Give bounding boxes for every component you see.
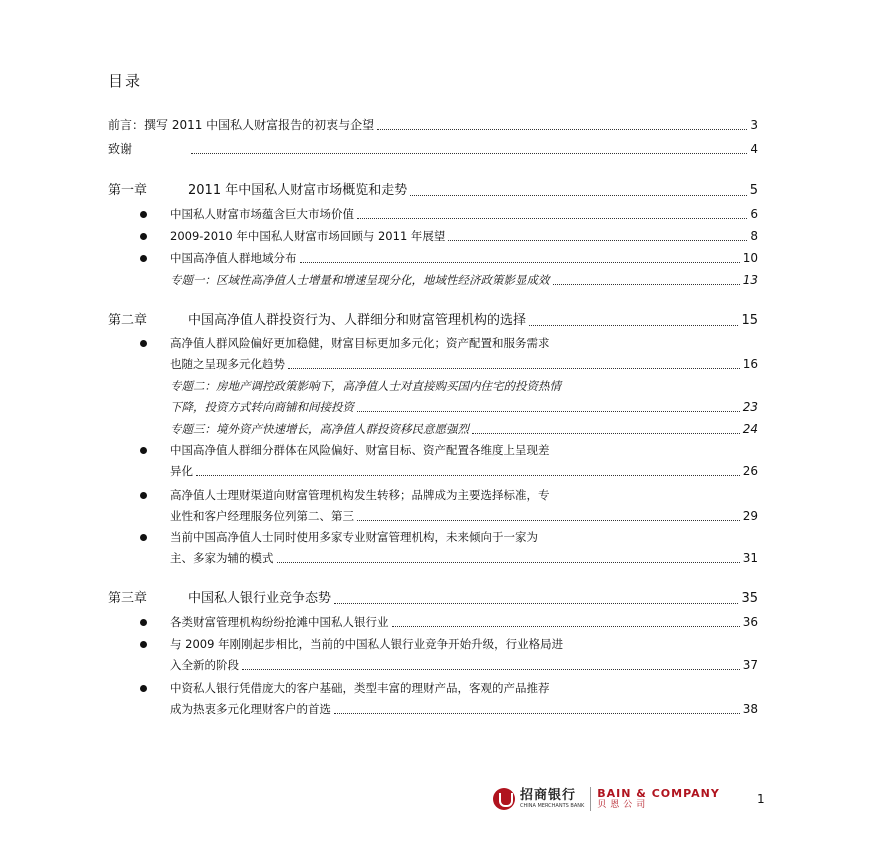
bullet-icon xyxy=(140,619,147,626)
bain-name-en: BAIN & COMPANY xyxy=(597,786,720,800)
leader-dots xyxy=(191,153,747,154)
chapter-title: 2011 年中国私人财富市场概览和走势 xyxy=(188,183,408,198)
bullet-icon xyxy=(140,685,147,692)
page-footer-number: 1 xyxy=(757,792,765,806)
toc-item-label: 成为热衷多元化理财客户的首选 xyxy=(170,702,331,716)
toc-item[interactable] xyxy=(170,227,758,245)
toc-item-label: 2009-2010 年中国私人财富市场回顾与 2011 年展望 xyxy=(170,229,446,243)
leader-dots xyxy=(392,626,740,627)
chapter-title: 中国高净值人群投资行为、人群细分和财富管理机构的选择 xyxy=(188,313,527,328)
leader-dots xyxy=(553,284,740,285)
page-number: 37 xyxy=(742,658,758,672)
page-number: 23 xyxy=(742,400,758,414)
leader-dots xyxy=(472,433,740,434)
bullet-icon xyxy=(140,534,147,541)
logo-divider xyxy=(590,787,591,811)
toc-item-label: 业性和客户经理服务位列第二、第三 xyxy=(170,509,354,523)
toc-chapter-1[interactable] xyxy=(108,182,758,200)
cmb-name-en: CHINA MERCHANTS BANK xyxy=(520,802,585,809)
leader-dots xyxy=(357,218,747,219)
toc-entry-label: 前言：撰写 2011 中国私人财富报告的初衷与企望 xyxy=(108,118,375,132)
cmb-name: 招商银行 xyxy=(520,787,577,803)
leader-dots xyxy=(300,262,740,263)
toc-item-line[interactable]: 中国高净值人群细分群体在风险偏好、财富目标、资产配置各维度上呈现差 xyxy=(170,443,550,457)
cmb-logo-icon xyxy=(493,788,515,810)
toc-item-label: 异化 xyxy=(170,464,193,478)
bain-name-cn: 贝恩公司 xyxy=(597,799,650,810)
leader-dots xyxy=(288,368,740,369)
bullet-icon xyxy=(140,492,147,499)
page-number: 6 xyxy=(750,207,758,221)
toc-entry-label: 致谢 xyxy=(108,142,133,156)
leader-dots xyxy=(196,475,740,476)
toc-item[interactable] xyxy=(170,656,758,674)
page-number: 29 xyxy=(742,509,758,523)
toc-item[interactable] xyxy=(170,249,758,267)
toc-item-line[interactable]: 高净值人士理财渠道向财富管理机构发生转移；品牌成为主要选择标准，专 xyxy=(170,488,550,502)
toc-special-topic[interactable] xyxy=(170,398,758,416)
bullet-icon xyxy=(140,211,147,218)
toc-item[interactable] xyxy=(170,613,758,631)
page-number: 26 xyxy=(742,464,758,478)
page-number: 36 xyxy=(742,615,758,629)
leader-dots xyxy=(334,603,738,604)
toc-entry-preface[interactable] xyxy=(108,116,758,134)
page-number: 24 xyxy=(742,422,758,436)
toc-special-topic[interactable] xyxy=(170,271,758,289)
toc-item-label: 各类财富管理机构纷纷抢滩中国私人银行业 xyxy=(170,615,389,629)
toc-title: 目录 xyxy=(108,72,143,90)
page-number: 8 xyxy=(750,229,758,243)
toc-special-topic[interactable] xyxy=(170,420,758,438)
page-number: 4 xyxy=(750,142,758,156)
cmb-logo-text xyxy=(520,789,584,810)
toc-entry-acknowledgements[interactable] xyxy=(108,140,758,158)
chapter-number: 第三章 xyxy=(108,591,148,606)
toc-item[interactable] xyxy=(170,507,758,525)
leader-dots xyxy=(357,411,740,412)
toc-special-label: 专题一：区域性高净值人士增量和增速呈现分化，地域性经济政策影显成效 xyxy=(170,273,550,287)
bain-logo xyxy=(597,788,720,811)
toc-item[interactable] xyxy=(170,355,758,373)
toc-item[interactable] xyxy=(170,462,758,480)
page-number: 31 xyxy=(742,551,758,565)
toc-item-label: 入全新的阶段 xyxy=(170,658,239,672)
toc-item[interactable] xyxy=(170,549,758,567)
toc-item-label: 也随之呈现多元化趋势 xyxy=(170,357,285,371)
bullet-icon xyxy=(140,233,147,240)
toc-special-line[interactable]: 专题二：房地产调控政策影响下，高净值人士对直接购买国内住宅的投资热情 xyxy=(170,379,561,393)
chapter-title: 中国私人银行业竞争态势 xyxy=(188,591,332,606)
bullet-icon xyxy=(140,447,147,454)
leader-dots xyxy=(242,669,740,670)
leader-dots xyxy=(529,325,738,326)
chapter-number: 第二章 xyxy=(108,313,148,328)
page-number: 3 xyxy=(750,118,758,132)
page-number: 35 xyxy=(741,591,758,606)
toc-special-label: 下降，投资方式转向商铺和间接投资 xyxy=(170,400,354,414)
toc-item-line[interactable]: 当前中国高净值人士同时使用多家专业财富管理机构，未来倾向于一家为 xyxy=(170,530,538,544)
toc-item-label: 主、多家为辅的模式 xyxy=(170,551,274,565)
toc-item-line[interactable]: 高净值人群风险偏好更加稳健，财富目标更加多元化；资产配置和服务需求 xyxy=(170,336,550,350)
toc-special-label: 专题三：境外资产快速增长，高净值人群投资移民意愿强烈 xyxy=(170,422,469,436)
bullet-icon xyxy=(140,340,147,347)
leader-dots xyxy=(334,713,740,714)
page-number: 10 xyxy=(742,251,758,265)
toc-chapter-2[interactable] xyxy=(108,312,758,330)
leader-dots xyxy=(277,562,740,563)
leader-dots xyxy=(410,195,747,196)
page-number: 38 xyxy=(742,702,758,716)
toc-item-label: 中国私人财富市场蕴含巨大市场价值 xyxy=(170,207,354,221)
leader-dots xyxy=(357,520,740,521)
toc-item[interactable] xyxy=(170,205,758,223)
leader-dots xyxy=(377,129,747,130)
leader-dots xyxy=(448,240,747,241)
toc-item[interactable] xyxy=(170,700,758,718)
toc-item-label: 中国高净值人群地域分布 xyxy=(170,251,297,265)
toc-item-line[interactable]: 中资私人银行凭借庞大的客户基础，类型丰富的理财产品，客观的产品推荐 xyxy=(170,681,550,695)
page-number: 15 xyxy=(741,313,758,328)
page-number: 13 xyxy=(742,273,758,287)
chapter-number: 第一章 xyxy=(108,183,148,198)
bullet-icon xyxy=(140,641,147,648)
toc-item-line[interactable]: 与 2009 年刚刚起步相比，当前的中国私人银行业竞争开始升级，行业格局进 xyxy=(170,637,564,651)
toc-chapter-3[interactable] xyxy=(108,590,758,608)
page-number: 16 xyxy=(742,357,758,371)
bullet-icon xyxy=(140,255,147,262)
footer-logos xyxy=(493,787,720,811)
page-number: 5 xyxy=(749,183,758,198)
